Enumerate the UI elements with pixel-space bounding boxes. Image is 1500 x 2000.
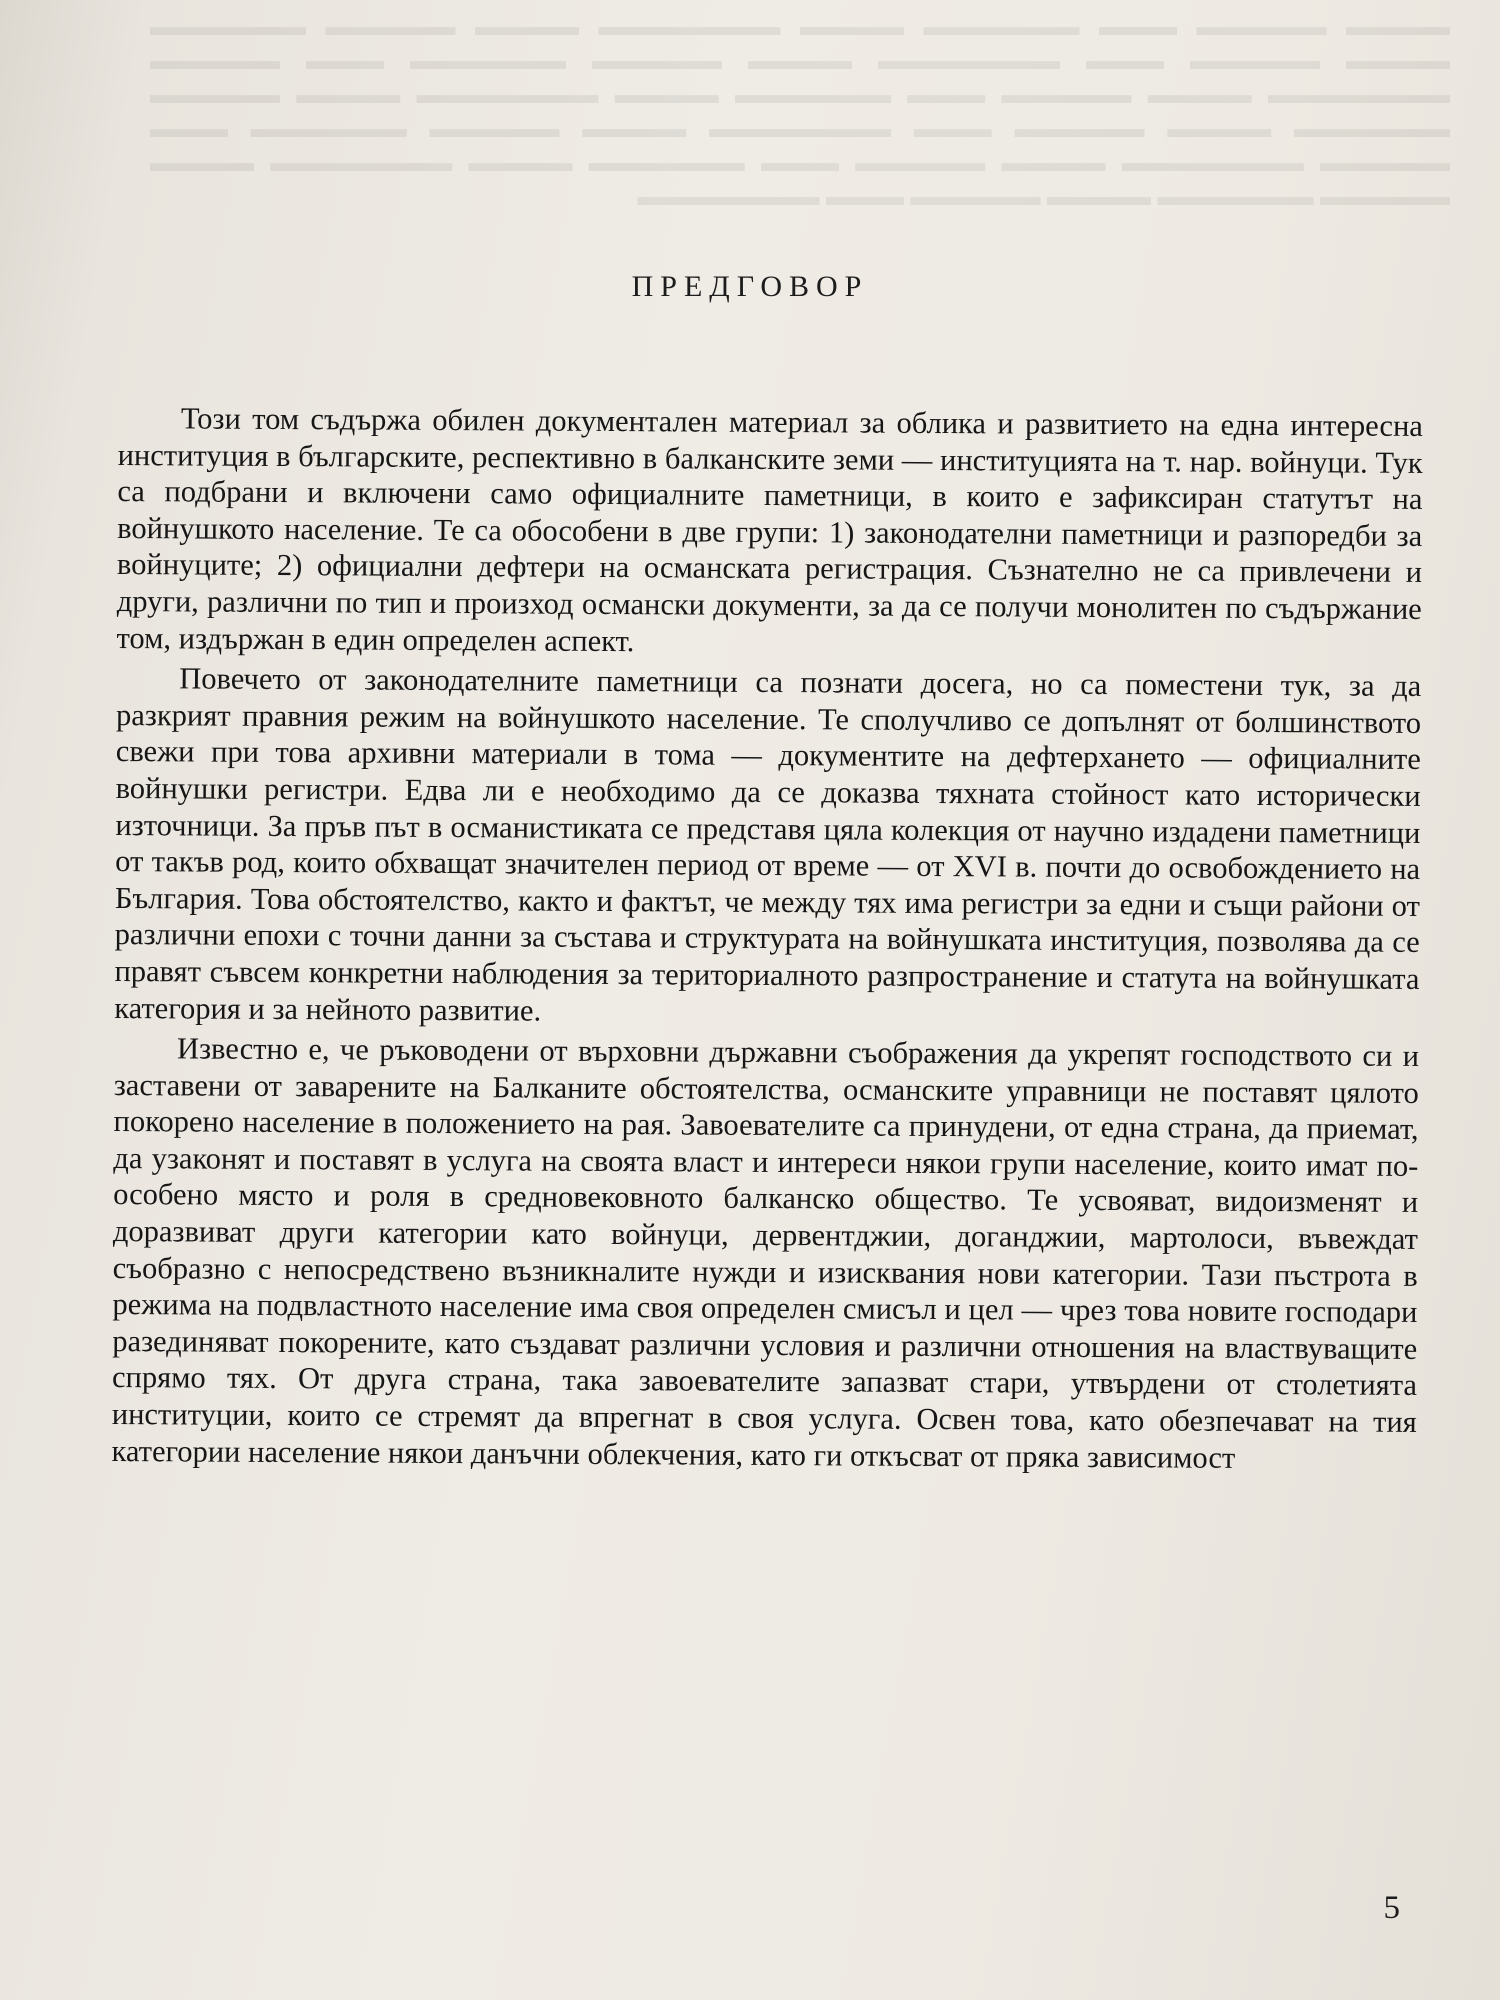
paragraph-2: Повечето от законодателните паметници са познати досега, но са поместени тук, за да разкрият правния режим на войнушкото население. Те сполучливо се допълнят от болшинството свежи при това архивни материали в тома — документите на дефтерхането — официалните войнушки регистри. Едва ли е необходимо да се доказва тяхната стойност като исторически източници. За пръв път в османистиката се представя цяла колекция от научно издадени паметници от такъв род, които обхващат значителен период от време — от XVI в. почти до освобождението на България. Това обстоятелство, както и фактът, че между тях има регистри за едни и същи райони от различни епохи с точни данни за състава и структурата на войнушката институция, позволява да се правят съвсем конкретни наблюдения за териториалното разпространение и статута на войнушката категория и за нейното развитие. (114, 661, 1422, 1028)
bleed-through-background: ▬▬▬▬ ▬▬▬▬▬ ▬▬▬ ▬▬▬▬▬▬ ▬▬▬▬ ▬▬▬▬▬▬▬ ▬▬▬▬ ▬▬▬▬▬ ▬▬▬▬▬▬ ▬▬▬▬ ▬▬▬▬▬ ▬▬▬ ▬▬▬▬▬▬▬ ▬▬▬▬ ▬▬▬▬▬ ▬▬▬▬▬▬ ▬▬▬ ▬▬▬▬▬ ▬▬▬▬▬▬▬ ▬▬▬▬ ▬▬▬▬▬ ▬▬▬ ▬▬▬▬▬▬ ▬▬▬▬ ▬▬▬▬▬▬▬ ▬▬▬▬ ▬▬▬▬▬ ▬▬▬▬▬▬ ▬▬▬▬ ▬▬▬▬▬ ▬▬▬ ▬▬▬▬▬▬▬ ▬▬▬▬ ▬▬▬▬▬ ▬▬▬▬▬▬ ▬▬▬ ▬▬▬▬▬ ▬▬▬▬▬▬▬ ▬▬▬▬ ▬▬▬▬▬ ▬▬▬ ▬▬▬▬▬▬ ▬▬▬▬ ▬▬▬▬▬▬▬ ▬▬▬▬ ▬▬▬▬▬ ▬▬▬▬▬▬ ▬▬▬▬ ▬▬▬▬▬ ▬▬▬ ▬▬▬▬▬▬▬ (150, 12, 1450, 211)
page-title: ПРЕДГОВОР (631, 270, 869, 303)
body-text (111, 400, 1423, 1481)
page-number: 5 (1383, 1890, 1400, 1926)
paragraph-3: Известно е, че ръководени от върховни държавни съображения да укрепят господството си и заставени от заварените на Балканите обстоятелства, османските управници не поставят цялото покорено население в положението на рая. Завоевателите са принудени, от една страна, да приемат, да узаконят и поставят в услуга на своята власт и интереси някои групи население, които имат по-особено място и роля в средновековното балканско общество. Те усвояват, видоизменят и доразвиват други категории като войнуци, дервентджии, доганджии, мартолоси, въвеждат съобразно с непосредствено възникналите нужди и изисквания нови категории. Тази пъстрота в режима на подвластното население има своя определен смисъл и цел — чрез това новите господари разединяват покорените, като създават различни условия и различни отношения на властвуващите спрямо тях. От друга страна, така завоевателите запазват стари, утвърдени от столетията институции, които се стремят да впрегнат в своя услуга. Освен това, като обезпечават на тия категории население някои данъчни облекчения, като ги откъсват от пряка зависимост (111, 1031, 1420, 1475)
paragraph-1: Този том съдържа обилен документален материал за облика и развитието на една интересна институция в българските, респективно в балканските земи — институцията на т. нар. войнуци. Тук са подбрани и включени само официалните паметници, в които е зафиксиран статутът на войнушкото население. Те са обособени в две групи: 1) законодателни паметници и разпоредби за войнуците; 2) официални дефтери на османската регистрация. Съзнателно не са привлечени и други, различни по тип и произход османски документи, за да се получи монолитен по съдържание том, издържан в един определен аспект. (116, 401, 1423, 658)
